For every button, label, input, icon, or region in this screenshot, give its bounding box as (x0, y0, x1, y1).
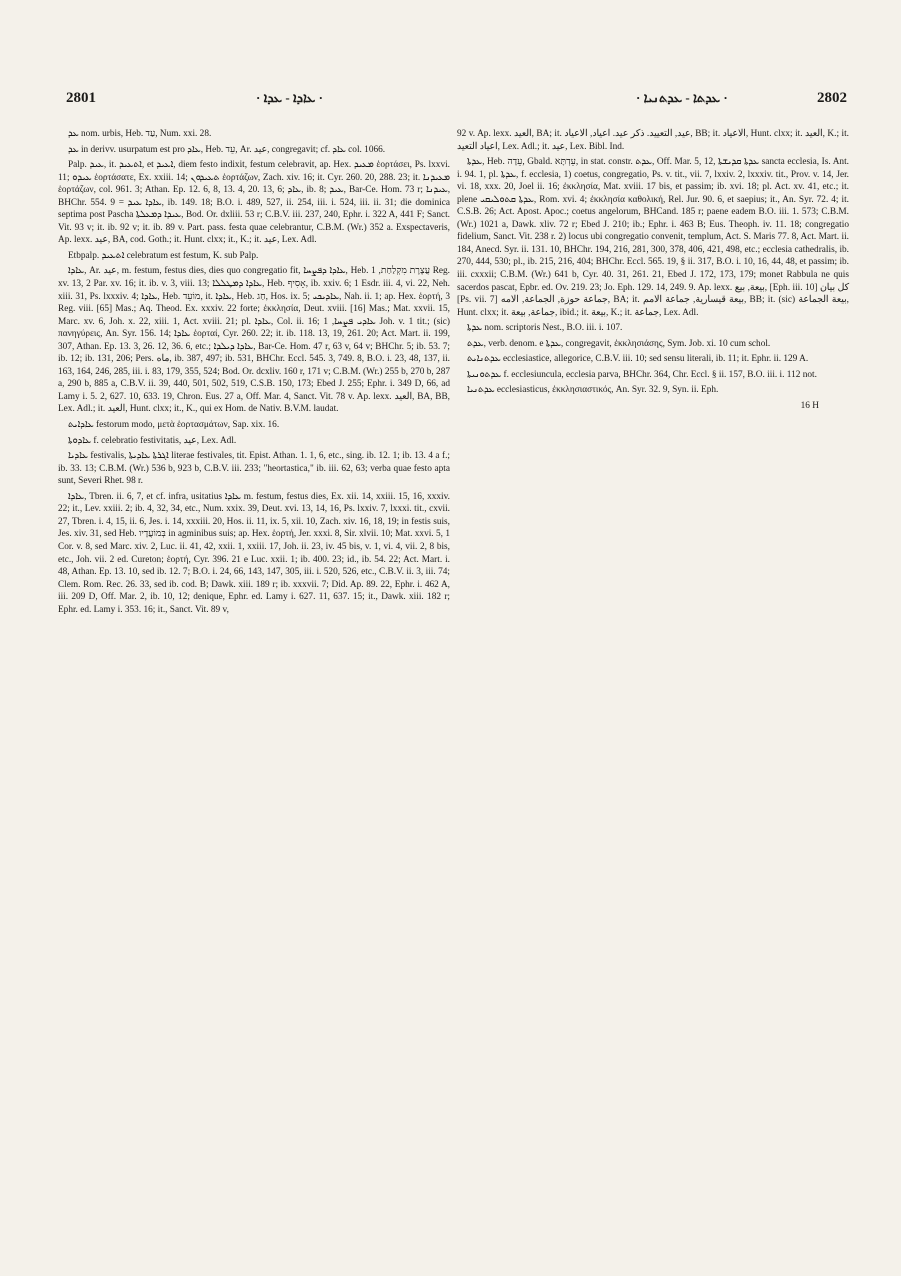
dictionary-entry: ܥܐܕܝܐ festivalis, ܐܓܪܬܐ ܥܐܕܝܬܐ literae festivales, tit. Epist. Athan. 1. 1, 6, etc., sing. ib. 12. 1; ib. 13. 4 a f.; ib. 33. 13; C.B.M. (Wr.) 536 b, 923 b, C.B.V. iii. 233; "heortastica," ib. iii. 62, 63; verba quae festo apta sunt, Severi Rhet. 98 r. (58, 451, 450, 487)
dictionary-entry: ܥܕܬܐ nom. scriptoris Nest., B.O. iii. i. 107. (467, 323, 623, 334)
page-number-right: 2802 (817, 90, 847, 106)
dictionary-entry: ܥܐܕܐ, Tbren. ii. 6, 7, et cf. infra, usitatius ܥܐܕܐ m. festum, festus dies, Ex. xii. 14, xxiii. 15, 16, xxxiv. 22; it., Lev. xxiii. 2; ib. 4, 32, 34, etc., Num. xxix. 39, Deut. xvi. 13, 14, 16, Ps. lxxiv. 7, lxxxi. tit., cxvii. 27, Tbren. i. 4, 15, ii. 6, Jes. i. 14, xxxiii. 20, Hos. ii. 11, ix. 5, xii. 10, Zach. xiv. 16, 18, 19; in festis suis, Jes. xiv. 31, sed Heb. בְּמוֹעֲדָיו in agminibus suis; ap. Hex. ἑορτή, Jer. xxxi. 8, Sir. xlvii. 10; Mat. xxvi. 5, 1 Cor. v. 8, sed Marc. xiv. 2, Luc. ii. 41, 42, xxii. 1, xxiii. 17, Joh. ii. 23, iv. 45 bis, v. 1, vi. 4, vii. 2, 8 bis, etc., Joh. vii. 2 ed. Cureton; ἑορτή, Cyr. 396. 21 e Luc. xxii. 1; ib. 400. 23; id., ib. 54. 22; Act. Mart. i. 48, Athan. Ep. 13. 10, sed ib. 12. 7; B.O. i. 24, 66, 143, 147, 305, iii. i. 520, 526, etc., C.B.V. ii. 3, iii. 74; Clem. Rom. Rec. 26. 33, sed ib. cod. B; Dawk. xiii. 189 r; ib. xxxvii. 7; Did. Ap. 89. 22, Ephr. i. 462 A, iii. 209 D, Off. Mar. 2, ib. 10, 12; denique, Ephr. ed. Lamy i. 627. 11, 637. 15; it., Dawk. xiii. 182 r; Ephr. ed. Lamy i. 353. 16; it., Sanct. Vit. 89 v, (58, 491, 450, 615)
right-column (457, 128, 849, 412)
dictionary-entry: Palp. ܥܝܕ, it. ܐܬܥܝܕ, et ܐܥܝܕ, diem festo indixit, festum celebravit, ap. Hex. ܡܥܝܕ ἑορτάσει, Ps. lxxvi. 11; ܥܝܕܘ ἑορτάσατε, Ex. xxiii. 14; ܬܥܝܕܘܢ ἑορτάζων, Zach. xiv. 16; it. Cyr. 260. 20, 288. 23; it. ܡܥܝܕܢܐ ἑορτάζων, col. 961. 3; Athan. Ep. 12. 6, 8, 13. 4, 20. 13, 6; ܥܐܕ, ib. 8; ܥܝܕ, Bar-Ce. Hom. 73 r; ܥܝܕܢܐ, BHChr. 554. 9 = ܥܐܕܐ ܥܝܕ, ib. 149. 18; B.O. i. 489, 527, ii. 254, iii. i. 524, iii. ii. 31; die dominica septima post Pascha ܥܝܕܐ ܕܡܥܠܬܐ, Bod. Or. dxliii. 53 r; C.B.V. iii. 237, 240, Ephr. i. 322 A, 441 F; Sanct. Vit. 93 v; it. ib. 92 v; it. ib. 89 v. Part. pass. festa quae celebrantur, C.B.M. (Wr.) 352 a. Exspectaveris, Ap. lexx. عيد, BA, cod. Goth.; it. Hunt. clxx; it., K.; it. عيد, Lex. Adl. (58, 160, 451, 246)
dictionary-entry: ܥܕܬܢܝܐ ecclesiasticus, ἐκκλησιαστικός, An. Syr. 32. 9, Syn. ii. Eph. (467, 385, 719, 396)
dictionary-entry: ܥܕ in derivv. usurpatum est pro ܥܐܕ, Heb. עֵד, Ar. عيد, congregavit; cf. ܥܐܕ col. 1066. (68, 144, 386, 155)
left-column (58, 128, 450, 619)
signature-mark: 16 H (800, 400, 819, 411)
running-head-left: · ܥܐܕܐ - ܥܕܐ · (256, 90, 323, 105)
dictionary-entry: ܥܐܕܐ, Ar. عيد, m. festum, festus dies, dies quo congregatio fit, ܥܐܕܐ ܕܦܨܚܐ, Heb. עֲצֶרֶת מִקְלַחַת, 1 Reg. xv. 13, 2 Par. xv. 16; it. ib. v. 3, viii. 13; ܥܐܕܐ ܕܡܛܠܠܐ, Heb. אָסִיף, ib. xxiv. 6; 1 Esdr. iii. 4, vi. 22, Neh. xiii. 31, Ps. lxxxiv. 4; ܥܐܕܐ, Heb. מוֹעֵד, it. ܥܐܕܐ, Heb. חַג, Hos. ix. 5; ܥܐܕܝܟܝ, Nah. ii. 1; ap. Hex. ἑορτή, 3 Reg. viii. [65] Mas.; Aq. Theod. Ex. xxxiv. 22 forte; ἐκκλησία, Deut. xviii. [16] Mas.; Mat. xxvii. 15, Marc. xv. 6, Joh. x. 22, xiii. 1, Act. xviii. 21; pl. ܥܐܕܐ, Col. ii. 16; ܥܐܕܝ ܦܨܚܐ, 1 Joh. v. 1 tit.; (sic) πανηγύρεις, An. Syr. 156. 14; ܥܐܕܐ ἑορταί, Cyr. 260. 22; it. ib. 118. 13, 19, 261. 20; Act. Mart. ii. 199, 307, Athan. Ep. 13. 3, 26. 12, 36. 6, etc.; ܥܐܕܐ ܕܝܠܕܐ, Bar-Ce. Hom. 47 r, 63 v, 64 v; BHChr. 5; ib. 53. 7; ib. 12; ib. 131, 206; Pers. ماه, ib. 387, 497; ib. 531, BHChr. Eccl. 545. 3, 749. 8, B.O. i. 23, 48, 137, ii. 163, 164, 246, 285, iii. i. 83, 179, 355, 524; Bod. Or. dcxliv. 160 r, 171 v; C.B.M. (Wr.) 255 b, 270 b, 287 a, 290 b, 885 a, C.B.V. ii. 39, 440, 501, 502, 519, C.S.B. 150, 173; Ebed J. 255; Ephr. i. 349 D, 66, ad Lamy i. 5. 2, 627. 10, 633. 19, Chron. Eus. 27 a, Off. Mar. 4, Sanct. Vit. 78 v. Ap. lexx. العيد, BA, BB, Lex. Adl.; it. العيد, Hunt. clxx; it., K., qui ex Hom. de Nativ. B.V.M. laudat. (58, 266, 451, 415)
dictionary-entry: 92 v. Ap. lexx. العيد, BA; it. عيد, التعييد. ذكر عيد. اعياد, الاعياد, BB; it. الاعياد, Hunt. clxx; it. العيد, K.; it. اعياد التعيد, Lex. Adl.; it. عيد, Lex. Bibl. Ind. (457, 129, 849, 152)
dictionary-entry: ܥܕܬܘܢܝܬܐ f. ecclesiuncula, ecclesia parva, BHChr. 364, Chr. Eccl. § ii. 157, B.O. iii. i. 112 not. (467, 369, 817, 380)
dictionary-entry: ܥܐܕܘܬܐ f. celebratio festivitatis, عيد, Lex. Adl. (68, 435, 237, 446)
dictionary-entry: Etbpalp. ܐܬܥܝܕ celebratum est festum, K. sub Palp. (68, 250, 259, 261)
page-header (66, 90, 847, 110)
running-head-right: · ܥܕܬܐ - ܥܕܬܢܝܐ · (636, 90, 728, 105)
dictionary-entry: ܥܕܬܢܐܝܬ ecclesiastice, allegorice, C.B.V. iii. 10; sed sensu literali, ib. 11; it. Ephr. ii. 129 A. (467, 354, 809, 365)
page-number-left: 2801 (66, 90, 96, 106)
dictionary-entry: ܥܐܕܐܝܬ festorum modo, μετὰ ἑορτασμάτων, Sap. xix. 16. (68, 420, 280, 431)
dictionary-entry: ܥܕܬܐ, Heb. עֵדָה, Gbald. עֵדְתָּא, in stat. constr. ܥܕܬ, Off. Mar. 5, 12, ܥܕܬܐ ܩܕܝܫܬܐ sancta ecclesia, Is. Ant. i. 94. 1, pl. ܥܕܬܐ, f. ecclesia, 1) coetus, congregatio, Ps. v. tit., vii. 7, lxxiv. 2, lxxxiv. tit., Prov. v. 14, Jer. vi. 18, xxx. 20, Joel ii. 16; ἐκκλησία, Mat. xviii. 17 bis, et passim; ib. xvi. 18; pl. Act. xv. 41, etc.; it. plene ܥܕܬܐ ܩܬܘܠܝܩܝ, Rom. xvi. 4; ἐκκλησία καθολική, Rel. Jur. 90. 6, et saepius; it., An. Syr. 72. 4; it. C.S.B. 26; Act. Apost. Apoc.; coetus angelorum, BHCand. 185 r; paene eadem B.O. iii. 1. 573; C.B.M. (Wr.) 1021 a, Dawk. xliv. 72 r; Ebed J. 210; ib.; Ephr. i. 463 B; Eus. Theoph. iv. 11. 18; congregatio fidelium, Sanct. Vit. 238 r. 2) locus ubi congregatio convenit, templum, Act. S. Maris 77. 8, Act. Mart. ii. 184, Anecd. Syr. ii. 131. 10, BHChr. 194, 216, 281, 300, 378, 406, 421, 498, etc.; ecclesia cathedralis, ib. 270, 444, 530; pl., ib. 215, 216, 404; BHChr. Eccl. 565. 19, § ii. 317, B.O. i. 10, 16, 44, 48, et passim; ib. iii. cxxxii; C.B.M. (Wr.) 641 b, Cyr. 40. 31, 261. 21, Ebed J. 172, 173, 179; monet Rabbula ne quis sacerdos pascat, Epbr. ed. Ov. 219. 23; Jo. Eph. 129. 14, 249. 9. Ap. lexx. بيعة, بيع, [Eph. iii. 10] كل بيان [Ps. vii. 7] جماعة حوزة, الجماعة, الامه, BA; it. بيعة قيسارية, جماعة الامم, BB; it. (sic) بيعة الجماعة, Hunt. clxx; it. جماعة, بيعة, ibid.; it. بيعة, K.; it. جماعة, Lex. Adl. (457, 157, 850, 318)
dictionary-entry: ܥܕܬ, verb. denom. e ܥܕܬܐ, congregavit, ἐκκλησιάσης, Sym. Job. xi. 10 cum schol. (467, 338, 771, 349)
dictionary-entry: ܥܕ nom. urbis, Heb. עַד, Num. xxi. 28. (68, 129, 212, 139)
